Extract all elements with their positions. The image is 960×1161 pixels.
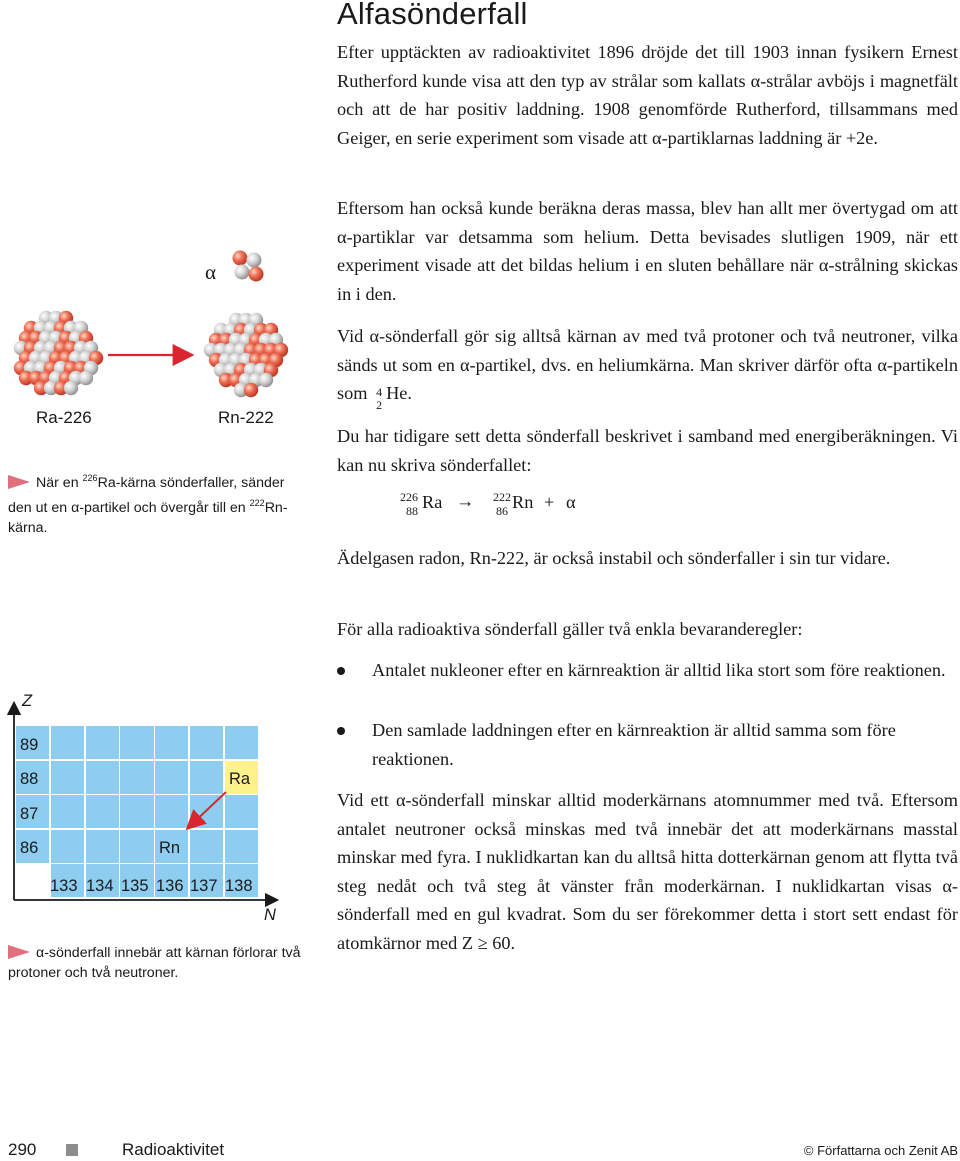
he-symbol: He [386, 383, 408, 404]
caption-text: När en [36, 475, 79, 491]
paragraph-alpha-decay-text: Vid α-sönderfall gör sig alltså kärnan av med två protoner och två neutroner, vilka sänds ut som en α-partikel, dvs. en heliumkärna. Man skriver därför ofta α-partikeln som [337, 326, 958, 404]
z-label-89: 89 [20, 736, 39, 754]
ra-226-label: Ra-226 [36, 408, 92, 427]
z-label-88: 88 [20, 770, 39, 788]
n-label-138: 138 [225, 877, 253, 895]
proton [233, 251, 248, 266]
paragraph-nuclide-chart: Vid ett α-sönderfall minskar alltid moderkärnans atomnummer med två. Eftersom antalet neutroner också minskas med två innebär det att moderkärnans masstal minskar med fyra. I nuklidkartan kan du alltså hitta dotterkärnan genom att flytta två steg nedåt och två steg åt vänster från moderkärnan. I nuklidkartan visas α-sönderfall med en gul kvadrat. Som du ser förekommer detta i stort sett endast för atomkärnor med Z ≥ 60. [337, 790, 958, 953]
sentence-end: . [407, 383, 412, 404]
he-atomic-number: 2 [376, 398, 383, 413]
rn-mass-number: 222 [493, 490, 511, 504]
n-label-133: 133 [50, 877, 78, 895]
z-label-87: 87 [20, 805, 39, 823]
he-nuclide-indices [372, 383, 386, 413]
reaction-arrow: → [456, 491, 475, 511]
decay-figure [0, 230, 300, 440]
ra-226-nucleus [14, 311, 103, 395]
caption-triangle-icon [8, 475, 30, 489]
neutron [79, 371, 93, 385]
page-title: Alfasönderfall [337, 0, 528, 31]
footer-square-icon [66, 1144, 78, 1156]
bullet-text: Antalet nukleoner efter en kärnreaktion är alltid lika stort som före reaktionen. [372, 660, 946, 680]
bullet-dot [337, 727, 345, 735]
neutron [259, 373, 273, 387]
bullet-nucleons [337, 656, 958, 685]
rn-symbol: Rn [512, 492, 534, 512]
n-label-136: 136 [156, 877, 184, 895]
nuclide-chart [0, 680, 300, 930]
rn-222-nucleus [204, 313, 288, 397]
rn-cell-label: Rn [159, 839, 181, 857]
decay-equation [398, 490, 618, 522]
rn-222-label: Rn-222 [218, 408, 274, 427]
n-label-134: 134 [86, 877, 114, 895]
paragraph-helium: Eftersom han också kunde beräkna deras massa, blev han allt mer övertygad om att α-partiklar var detsamma som helium. Detta bevisades slutligen 1909, när ett experiment visade att det bildas helium i en sluten behållare när α-strålning skickas in i den. [337, 198, 958, 304]
proton [244, 383, 258, 397]
page-number: 290 [8, 1140, 37, 1159]
ra-cell-label: Ra [229, 770, 251, 788]
alpha-label: α [205, 260, 217, 284]
footer-section: Radioaktivitet [122, 1140, 225, 1159]
bullet-dot [337, 667, 345, 675]
z-axis-label: Z [22, 692, 33, 710]
paragraph-rules-intro: För alla radioaktiva sönderfall gäller två enkla bevaranderegler: [337, 619, 803, 639]
ra-mass-number: 226 [400, 490, 418, 504]
neutron [247, 253, 262, 268]
caption-triangle-icon [8, 945, 30, 959]
caption-text: Ra-kärna sönderfaller, sänder den ut en α-partikel och övergår till en [8, 475, 285, 516]
n-label-137: 137 [190, 877, 218, 895]
n-label-135: 135 [121, 877, 149, 895]
bullet-charge [337, 716, 958, 773]
he-mass-number: 4 [376, 385, 383, 400]
footer-copyright: © Författarna och Zenit AB [803, 1143, 958, 1158]
n-axis-label: N [264, 906, 276, 924]
paragraph-energy: Du har tidigare sett detta sönderfall beskrivet i samband med energiberäkningen. Vi kan nu skriva sönderfallet: [337, 426, 958, 475]
caption-text: Rn-kärna. [8, 500, 288, 536]
alpha-decay-arrow-layer [0, 680, 300, 930]
caption-mass-226: 226 [82, 473, 98, 483]
paragraph-history: Efter upptäckten av radioaktivitet 1896 dröjde det till 1903 innan fysikern Ernest Rutherford kunde visa att den typ av strålar som kallats α-strålar avböjs i magnetfält och att de har positiv laddning. 1908 genomförde Rutherford, tillsammans med Geiger, en serie experiment som visade att α-partiklarnas laddning är +2e. [337, 42, 958, 148]
alpha-decay-arrow [190, 792, 226, 826]
caption-text: α-sönderfall innebär att kärnan förlorar två protoner och två neutroner. [8, 945, 301, 981]
alpha-particle [233, 251, 264, 282]
paragraph-alpha-decay [337, 322, 958, 413]
alpha-symbol: α [566, 492, 576, 512]
z-label-86: 86 [20, 839, 39, 857]
decay-figure-caption [8, 468, 303, 538]
plus-sign: + [544, 492, 555, 512]
proton [249, 267, 264, 282]
caption-mass-222: 222 [249, 498, 265, 508]
nuclide-chart-caption [8, 943, 303, 983]
neutron [64, 381, 78, 395]
paragraph-radon: Ädelgasen radon, Rn-222, är också instabil och sönderfaller i sin tur vidare. [337, 548, 891, 568]
bullet-text: Den samlade laddningen efter en kärnreaktion är alltid samma som före reaktionen. [372, 720, 896, 769]
ra-symbol: Ra [422, 492, 443, 512]
rn-atomic-number: 86 [496, 504, 508, 518]
neutron [235, 265, 250, 280]
ra-atomic-number: 88 [406, 504, 418, 518]
